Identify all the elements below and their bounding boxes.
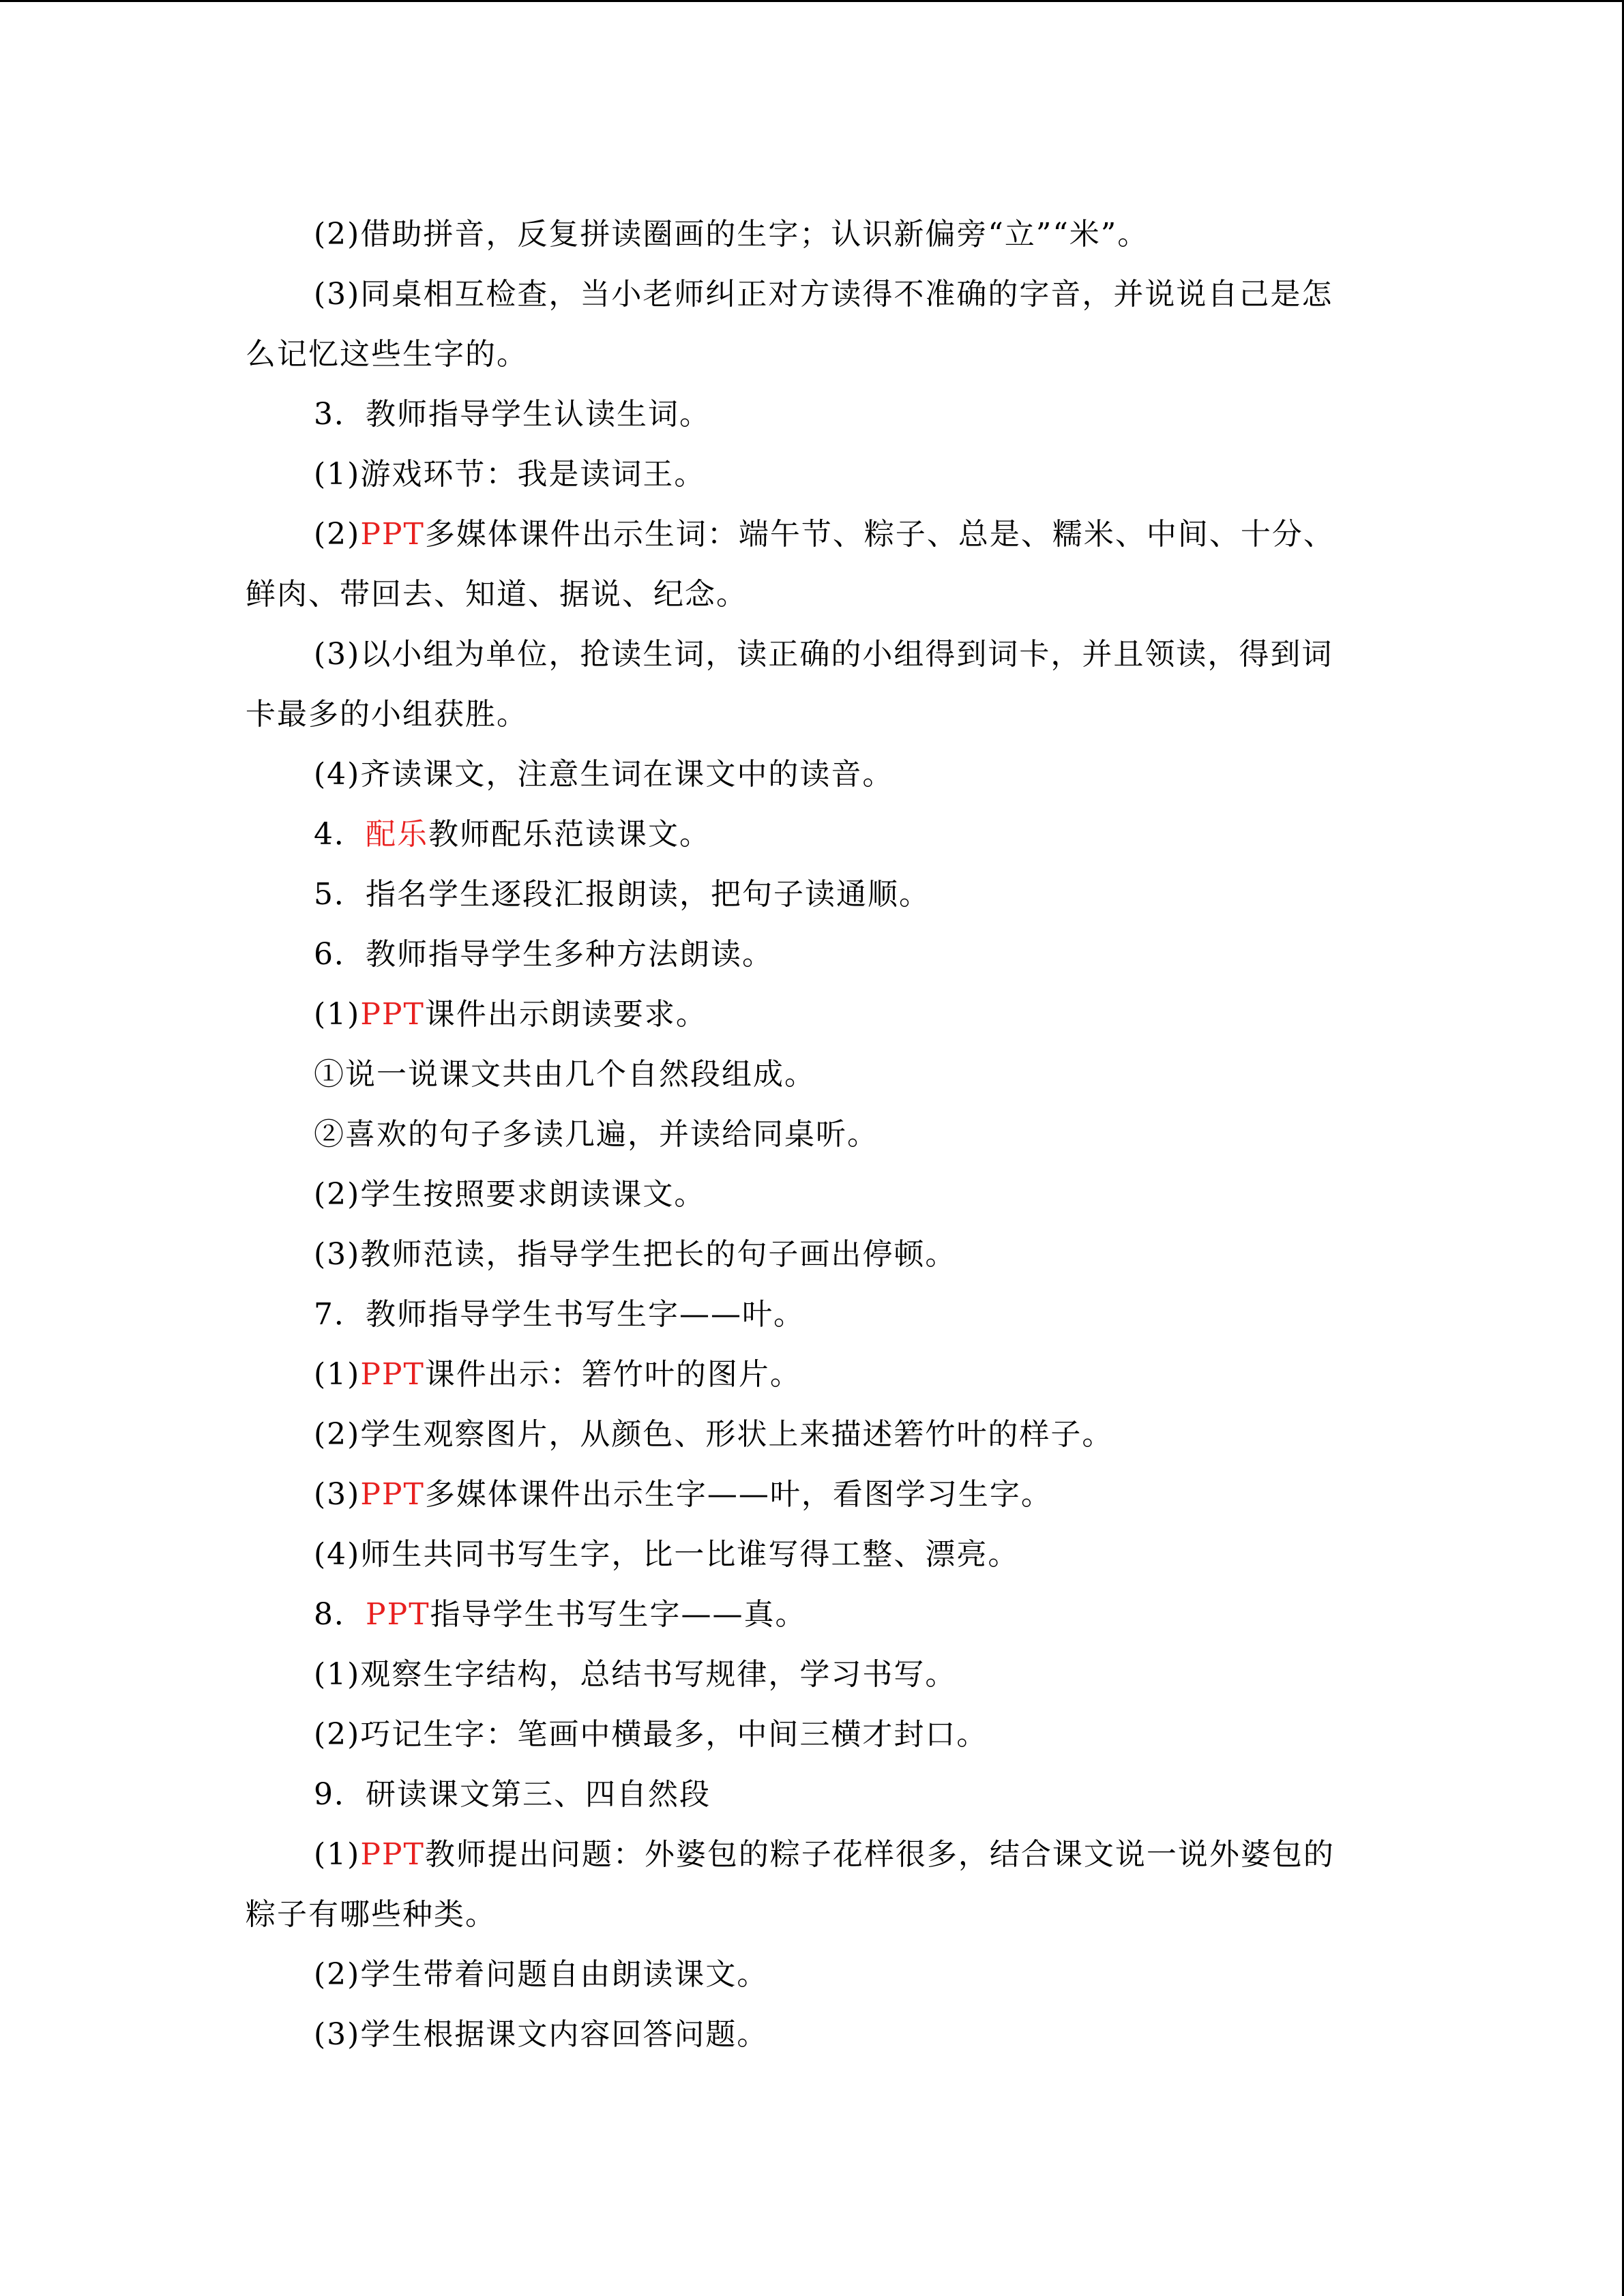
paragraph-line: (2)学生按照要求朗读课文。	[314, 1177, 706, 1212]
paragraph-line-continuation: 粽子有哪些种类。	[246, 1897, 497, 1932]
paragraph-line: (2)巧记生字：笔画中横最多，中间三横才封口。	[314, 1717, 988, 1752]
paragraph-line: (3)学生根据课文内容回答问题。	[314, 2017, 769, 2052]
ppt-highlight: PPT	[360, 1357, 425, 1392]
document-body	[246, 205, 1378, 2065]
paragraph-line: (1)游戏环节：我是读词王。	[314, 457, 706, 492]
paragraph-line-continuation: 卡最多的小组获胜。	[246, 697, 528, 732]
section-heading: 5．指名学生逐段汇报朗读，把句子读通顺。	[314, 877, 930, 912]
section-heading: 9．研读课文第三、四自然段	[314, 1777, 711, 1812]
paragraph-line: (3)PPT多媒体课件出示生字——叶，看图学习生字。	[314, 1477, 1052, 1512]
paragraph-line: (1)PPT课件出示：箬竹叶的图片。	[314, 1357, 801, 1392]
ppt-highlight: PPT	[360, 997, 425, 1032]
paragraph-line: (4)齐读课文，注意生词在课文中的读音。	[314, 757, 894, 792]
music-highlight: 配乐	[366, 817, 428, 852]
ppt-highlight: PPT	[360, 1837, 425, 1872]
paragraph-line: (3)教师范读，指导学生把长的句子画出停顿。	[314, 1237, 957, 1272]
section-heading: 6．教师指导学生多种方法朗读。	[314, 937, 773, 972]
paragraph-line: (2)借助拼音，反复拼读圈画的生字；认识新偏旁“立”“米”。	[314, 217, 1149, 252]
paragraph-line: (1)观察生字结构，总结书写规律，学习书写。	[314, 1657, 957, 1692]
paragraph-line: ①说一说课文共由几个自然段组成。	[314, 1057, 816, 1092]
paragraph-line: (2)PPT多媒体课件出示生词：端午节、粽子、总是、糯米、中间、十分、	[314, 517, 1335, 552]
paragraph-line: (1)PPT教师提出问题：外婆包的粽子花样很多，结合课文说一说外婆包的	[314, 1837, 1335, 1872]
page-border-top	[0, 0, 1624, 2]
paragraph-line: (4)师生共同书写生字，比一比谁写得工整、漂亮。	[314, 1537, 1020, 1572]
section-heading: 8．PPT指导学生书写生字——真。	[314, 1597, 807, 1632]
section-heading: 3．教师指导学生认读生词。	[314, 397, 711, 432]
paragraph-line: (2)学生观察图片，从颜色、形状上来描述箬竹叶的样子。	[314, 1417, 1114, 1452]
ppt-highlight: PPT	[366, 1597, 430, 1632]
paragraph-line-continuation: 鲜肉、带回去、知道、据说、纪念。	[246, 577, 748, 612]
paragraph-line: (2)学生带着问题自由朗读课文。	[314, 1957, 769, 1992]
section-heading: 4．配乐教师配乐范读课文。	[314, 817, 711, 852]
paragraph-line: (3)同桌相互检查，当小老师纠正对方读得不准确的字音，并说说自己是怎	[314, 277, 1333, 312]
section-heading: 7．教师指导学生书写生字——叶。	[314, 1297, 805, 1332]
paragraph-line: (1)PPT课件出示朗读要求。	[314, 997, 707, 1032]
paragraph-line-continuation: 么记忆这些生字的。	[246, 337, 528, 372]
ppt-highlight: PPT	[360, 1477, 425, 1512]
paragraph-line: (3)以小组为单位，抢读生词，读正确的小组得到词卡，并且领读，得到词	[314, 637, 1333, 672]
ppt-highlight: PPT	[360, 517, 425, 552]
paragraph-line: ②喜欢的句子多读几遍，并读给同桌听。	[314, 1117, 879, 1152]
